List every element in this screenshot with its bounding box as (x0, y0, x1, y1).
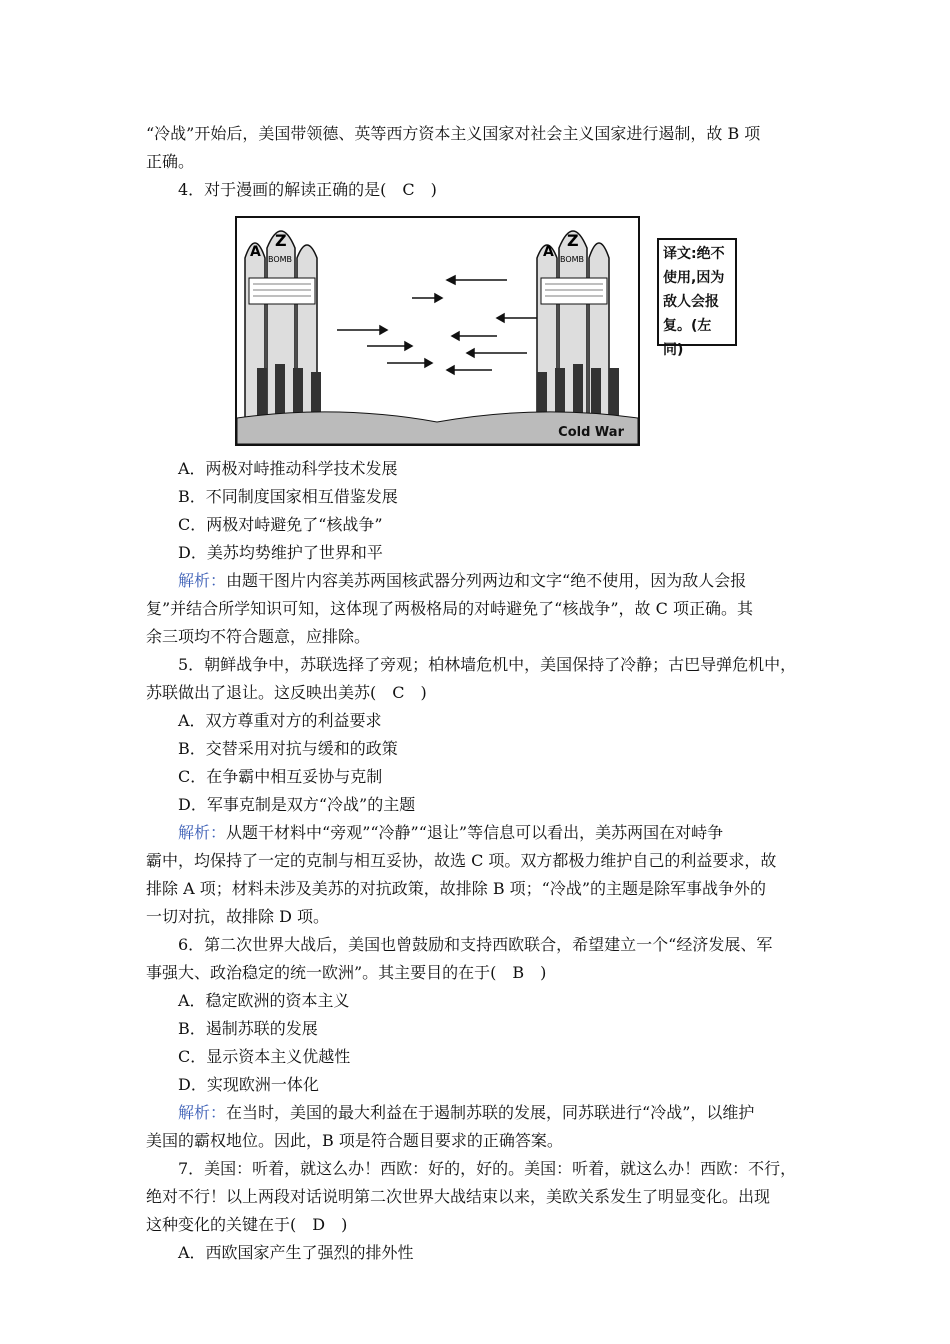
cartoon-drawing (237, 218, 638, 444)
q5-analysis-line-4: 一切对抗，故排除 D 项。 (146, 907, 330, 926)
intro-line-1: “冷战”开始后，美国带领德、英等西方资本主义国家对社会主义国家进行遏制，故 B 项 (146, 124, 761, 143)
q4-analysis-line-2: 复”并结合所学知识可知，这体现了两极格局的对峙避免了“核战争”，故 C 项正确。其 (146, 599, 753, 618)
left-bomb-a-letter: A (250, 244, 261, 260)
q5-option-a: A．双方尊重对方的利益要求 (178, 711, 382, 730)
q5-analysis-line-3: 排除 A 项；材料未涉及美苏的对抗政策，故排除 B 项；“冷战”的主题是除军事战争外的 (146, 879, 767, 898)
q7-stem-line-1: 7．美国：听着，就这么办！西欧：好的，好的。美国：听着，就这么办！西欧：不行， (178, 1159, 797, 1178)
q4-analysis-line-1: 解析：由题干图片内容美苏两国核武器分列两边和文字“绝不使用，因为敌人会报 (178, 571, 747, 590)
q5-analysis-line-1: 解析：从题干材料中“旁观”“冷静”“退让”等信息可以看出，美苏两国在对峙争 (178, 823, 724, 842)
q4-option-d: D．美苏均势维护了世界和平 (178, 543, 383, 562)
q5-stem-line-2: 苏联做出了退让。这反映出美苏( C ) (146, 683, 427, 702)
q6-analysis-line-2: 美国的霸权地位。因此，B 项是符合题目要求的正确答案。 (146, 1131, 563, 1150)
q6-option-d: D．实现欧洲一体化 (178, 1075, 319, 1094)
q7-stem-line-2: 绝对不行！以上两段对话说明第二次世界大战结束以来，美欧关系发生了明显变化。出现 (146, 1187, 771, 1206)
q5-analysis-label: 解析： (178, 823, 227, 842)
q7-option-a: A．西欧国家产生了强烈的排外性 (178, 1243, 414, 1262)
q6-stem-line-1: 6．第二次世界大战后，美国也曾鼓励和支持西欧联合，希望建立一个“经济发展、军 (178, 935, 773, 954)
right-bomb-label: BOMB (560, 255, 585, 264)
q4-option-c: C．两极对峙避免了“核战争” (178, 515, 383, 534)
q4-option-b: B．不同制度国家相互借鉴发展 (178, 487, 398, 506)
cold-war-cartoon (235, 216, 640, 446)
q5-analysis-line-2: 霸中，均保持了一定的克制与相互妥协，故选 C 项。双方都极力维护自己的利益要求，故 (146, 851, 777, 870)
q5-option-c: C．在争霸中相互妥协与克制 (178, 767, 383, 786)
left-bomb-label: BOMB (268, 255, 293, 264)
right-bomb-z-letter: Z (567, 231, 579, 250)
q5-option-d: D．军事克制是双方“冷战”的主题 (178, 795, 416, 814)
q6-analysis-line-1: 解析：在当时，美国的最大利益在于遏制苏联的发展，同苏联进行“冷战”，以维护 (178, 1103, 755, 1122)
q6-analysis-label: 解析： (178, 1103, 227, 1122)
q6-options-row-1 (146, 987, 810, 1043)
q4-option-a: A．两极对峙推动科学技术发展 (178, 459, 398, 478)
q6-option-a: A．稳定欧洲的资本主义 (178, 991, 350, 1010)
q7-stem-line-3: 这种变化的关键在于( D ) (146, 1215, 348, 1234)
left-bomb-z-letter: Z (275, 231, 287, 250)
left-sign (249, 278, 315, 304)
q4-stem: 4．对于漫画的解读正确的是( C ) (178, 180, 437, 199)
q6-option-b: B．遏制苏联的发展 (178, 1019, 318, 1038)
cartoon-caption: Cold War (558, 425, 624, 440)
q6-option-c: C．显示资本主义优越性 (178, 1047, 351, 1066)
q6-stem-line-2: 事强大、政治稳定的统一欧洲”。其主要目的在于( B ) (146, 963, 547, 982)
flying-arrows (337, 276, 537, 374)
intro-line-2: 正确。 (146, 152, 195, 171)
intro-block (146, 120, 810, 204)
translation-box: 译文:绝不 使用,因为 敌人会报 复。(左同) (657, 238, 737, 346)
q4-analysis-label: 解析： (178, 571, 227, 590)
q4-options (146, 455, 810, 1267)
right-sign (541, 278, 607, 304)
q5-stem-line-1: 5．朝鲜战争中，苏联选择了旁观；柏林墙危机中，美国保持了冷静；古巴导弹危机中， (178, 655, 797, 674)
q4-analysis-line-3: 余三项均不符合题意，应排除。 (146, 627, 371, 646)
right-bomb-a-letter: A (543, 244, 554, 260)
q5-option-b: B．交替采用对抗与缓和的政策 (178, 739, 398, 758)
q6-options-row-2 (146, 1043, 810, 1099)
